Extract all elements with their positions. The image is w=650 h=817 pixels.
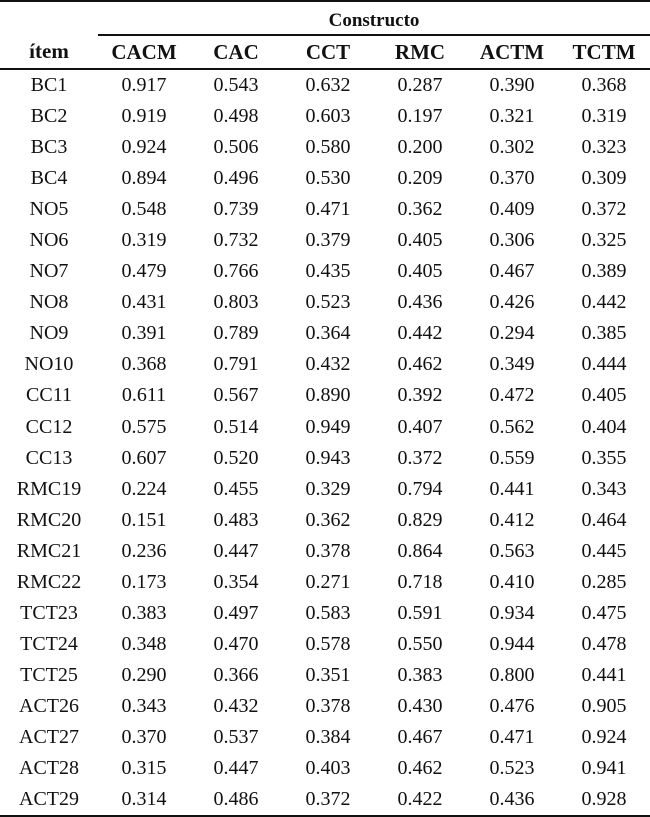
table-cell: 0.607 <box>121 446 167 469</box>
table-head <box>0 2 650 69</box>
group-header: Constructo <box>98 2 650 35</box>
table-cell: 0.447 <box>213 539 259 562</box>
table-cell: 0.197 <box>397 105 443 128</box>
table-cell: 0.209 <box>397 167 443 190</box>
table-cell: 0.924 <box>121 136 167 159</box>
row-item-label: NO8 <box>29 291 69 314</box>
table-cell: 0.829 <box>397 508 443 531</box>
table-cell: 0.789 <box>213 322 259 345</box>
table-cell: 0.479 <box>121 260 167 283</box>
table-cell: 0.949 <box>305 415 351 438</box>
table-row <box>0 225 650 256</box>
row-item-label: RMC19 <box>16 477 82 500</box>
table-row <box>0 132 650 163</box>
table-cell: 0.355 <box>581 446 627 469</box>
row-item-label: RMC21 <box>16 539 82 562</box>
table-cell: 0.578 <box>305 632 351 655</box>
table-cell: 0.430 <box>397 694 443 717</box>
row-item-label: ACT29 <box>0 784 98 816</box>
table-cell: 0.548 <box>121 198 167 221</box>
table-row <box>0 412 650 443</box>
table-cell: 0.321 <box>489 105 535 128</box>
table-cell: 0.471 <box>305 198 351 221</box>
row-item-label: TCT24 <box>20 632 78 655</box>
table-cell: 0.323 <box>581 136 627 159</box>
table-row <box>0 69 650 101</box>
table-cell: 0.354 <box>213 570 259 593</box>
table-cell: 0.514 <box>213 415 259 438</box>
row-item-label: TCT23 <box>20 601 78 624</box>
table-cell: 0.718 <box>397 570 443 593</box>
table-cell: 0.422 <box>374 784 466 816</box>
table-cell: 0.791 <box>213 353 259 376</box>
table-cell: 0.379 <box>305 229 351 252</box>
table-cell: 0.319 <box>121 229 167 252</box>
row-item-label: NO9 <box>29 322 69 345</box>
table-cell: 0.372 <box>581 198 627 221</box>
table-cell: 0.475 <box>581 601 627 624</box>
group-header-row <box>0 2 650 35</box>
table-cell: 0.362 <box>397 198 443 221</box>
table-cell: 0.919 <box>121 105 167 128</box>
table-row <box>0 536 650 567</box>
row-item-label: BC1 <box>30 74 68 97</box>
column-header-cacm: CACM <box>98 35 190 69</box>
table-cell: 0.455 <box>213 477 259 500</box>
table-cell: 0.537 <box>213 726 259 748</box>
table-cell: 0.392 <box>397 384 443 407</box>
table-cell: 0.372 <box>282 784 374 816</box>
table-cell: 0.523 <box>305 291 351 314</box>
table-cell: 0.351 <box>305 663 351 686</box>
table-row <box>0 380 650 411</box>
table-cell: 0.550 <box>397 632 443 655</box>
table-cell: 0.478 <box>581 632 627 655</box>
table-cell: 0.483 <box>213 508 259 531</box>
table-cell: 0.431 <box>121 291 167 314</box>
table-cell: 0.890 <box>305 384 351 407</box>
cross-loadings-table <box>0 2 650 817</box>
table-cell: 0.384 <box>305 726 351 748</box>
table-cell: 0.290 <box>121 663 167 686</box>
row-item-label: TCT25 <box>20 663 78 686</box>
table-cell: 0.800 <box>489 663 535 686</box>
table-cell: 0.520 <box>213 446 259 469</box>
table-cell: 0.362 <box>305 508 351 531</box>
table-cell: 0.309 <box>581 167 627 190</box>
table-cell: 0.390 <box>489 74 535 97</box>
table-cell: 0.441 <box>489 477 535 500</box>
column-header-tctm: TCTM <box>558 35 650 69</box>
table-cell: 0.486 <box>190 784 282 816</box>
row-item-label: BC2 <box>30 105 68 128</box>
table-cell: 0.436 <box>397 291 443 314</box>
table-cell: 0.442 <box>397 322 443 345</box>
table-cell: 0.563 <box>489 539 535 562</box>
row-item-label: ACT28 <box>19 757 79 780</box>
table-cell: 0.432 <box>305 353 351 376</box>
table-cell: 0.632 <box>305 74 351 97</box>
column-header-cct: CCT <box>282 35 374 69</box>
row-item-label: CC11 <box>26 384 72 407</box>
row-item-label: CC12 <box>25 415 73 438</box>
table-cell: 0.173 <box>121 570 167 593</box>
table-cell: 0.224 <box>121 477 167 500</box>
table-body <box>0 69 650 816</box>
table-cell: 0.349 <box>489 353 535 376</box>
row-item-label: NO10 <box>24 353 74 376</box>
table-cell: 0.435 <box>305 260 351 283</box>
table-cell: 0.934 <box>489 601 535 624</box>
table-cell: 0.467 <box>489 260 535 283</box>
table-cell: 0.409 <box>489 198 535 221</box>
table-cell: 0.442 <box>581 291 627 314</box>
table-row <box>0 318 650 349</box>
table-row <box>0 598 650 629</box>
table-cell: 0.476 <box>489 694 535 717</box>
table-cell: 0.385 <box>581 322 627 345</box>
table-cell: 0.378 <box>305 694 351 717</box>
table-cell: 0.405 <box>397 260 443 283</box>
table-cell: 0.794 <box>397 477 443 500</box>
table-cell: 0.404 <box>581 415 627 438</box>
table-cell: 0.559 <box>489 446 535 469</box>
table-cell: 0.732 <box>213 229 259 252</box>
table-cell: 0.348 <box>121 632 167 655</box>
column-header-actm: ACTM <box>466 35 558 69</box>
table-row <box>0 505 650 536</box>
table-cell: 0.580 <box>305 136 351 159</box>
table-cell: 0.319 <box>581 105 627 128</box>
table-cell: 0.368 <box>581 74 627 97</box>
table-cell: 0.471 <box>489 726 535 748</box>
table-cell: 0.611 <box>121 384 167 407</box>
table-cell: 0.368 <box>121 353 167 376</box>
row-item-label: CC13 <box>25 446 73 469</box>
table-cell: 0.803 <box>213 291 259 314</box>
table-cell: 0.530 <box>305 167 351 190</box>
table-cell: 0.314 <box>98 784 190 816</box>
table-cell: 0.343 <box>581 477 627 500</box>
table-cell: 0.739 <box>213 198 259 221</box>
table-cell: 0.405 <box>581 384 627 407</box>
table-cell: 0.151 <box>121 508 167 531</box>
table-cell: 0.389 <box>581 260 627 283</box>
table-row <box>0 287 650 318</box>
table-cell: 0.894 <box>121 167 167 190</box>
table-cell: 0.426 <box>489 291 535 314</box>
table-row <box>0 784 650 816</box>
table-cell: 0.445 <box>581 539 627 562</box>
table-cell: 0.575 <box>121 415 167 438</box>
table-cell: 0.497 <box>213 601 259 624</box>
table-cell: 0.370 <box>489 167 535 190</box>
table-cell: 0.567 <box>213 384 259 407</box>
table-cell: 0.410 <box>489 570 535 593</box>
table-cell: 0.285 <box>581 570 627 593</box>
column-header-row <box>0 35 650 69</box>
table-cell: 0.506 <box>213 136 259 159</box>
column-header-cac: CAC <box>190 35 282 69</box>
table-cell: 0.236 <box>121 539 167 562</box>
table-row <box>0 660 650 691</box>
table-cell: 0.583 <box>305 601 351 624</box>
table-cell: 0.383 <box>397 663 443 686</box>
table-cell: 0.378 <box>305 539 351 562</box>
table-cell: 0.294 <box>489 322 535 345</box>
table-cell: 0.329 <box>305 477 351 500</box>
table-cell: 0.523 <box>489 757 535 780</box>
row-item-label: BC3 <box>30 136 68 159</box>
table-cell: 0.928 <box>558 784 650 816</box>
table-row <box>0 629 650 660</box>
table-cell: 0.462 <box>397 757 443 780</box>
table-row <box>0 101 650 132</box>
table-cell: 0.315 <box>121 757 167 780</box>
table-row <box>0 163 650 194</box>
table-cell: 0.496 <box>213 167 259 190</box>
table-cell: 0.562 <box>489 415 535 438</box>
table-cell: 0.864 <box>397 539 443 562</box>
table-cell: 0.943 <box>305 446 351 469</box>
table-cell: 0.412 <box>489 508 535 531</box>
table-cell: 0.383 <box>121 601 167 624</box>
row-item-label: NO6 <box>29 229 69 252</box>
table-cell: 0.924 <box>581 726 627 748</box>
table-cell: 0.271 <box>305 570 351 593</box>
table-cell: 0.470 <box>213 632 259 655</box>
row-item-label: RMC22 <box>16 570 82 593</box>
table-cell: 0.432 <box>213 694 259 717</box>
table-cell: 0.200 <box>397 136 443 159</box>
table-cell: 0.543 <box>213 74 259 97</box>
table-cell: 0.343 <box>121 694 167 717</box>
table-cell: 0.591 <box>397 601 443 624</box>
table-cell: 0.462 <box>397 353 443 376</box>
table-cell: 0.441 <box>581 663 627 686</box>
table-cell: 0.467 <box>397 726 443 748</box>
table-cell: 0.472 <box>489 384 535 407</box>
row-item-label: RMC20 <box>16 508 82 531</box>
table-row <box>0 753 650 784</box>
group-header-spacer <box>0 2 98 35</box>
table-cell: 0.403 <box>305 757 351 780</box>
table-cell: 0.944 <box>489 632 535 655</box>
column-header-rmc: RMC <box>374 35 466 69</box>
table-cell: 0.407 <box>397 415 443 438</box>
table-cell: 0.603 <box>305 105 351 128</box>
table-cell: 0.372 <box>397 446 443 469</box>
table-row <box>0 194 650 225</box>
table-row <box>0 443 650 474</box>
table-row <box>0 567 650 598</box>
table-cell: 0.464 <box>581 508 627 531</box>
row-item-label: ACT26 <box>19 694 79 717</box>
table-row <box>0 256 650 287</box>
row-item-label: ACT27 <box>19 726 79 748</box>
table-row <box>0 722 650 753</box>
table-row <box>0 691 650 722</box>
table-cell: 0.287 <box>397 74 443 97</box>
table-cell: 0.444 <box>581 353 627 376</box>
item-column-header: ítem <box>0 35 98 69</box>
table-cell: 0.364 <box>305 322 351 345</box>
table-cell: 0.917 <box>121 74 167 97</box>
table-cell: 0.447 <box>213 757 259 780</box>
table-cell: 0.905 <box>581 694 627 717</box>
table-cell: 0.941 <box>581 757 627 780</box>
table-cell: 0.366 <box>213 663 259 686</box>
table-cell: 0.325 <box>581 229 627 252</box>
row-item-label: NO7 <box>29 260 69 283</box>
table-cell: 0.436 <box>466 784 558 816</box>
table-cell: 0.405 <box>397 229 443 252</box>
table-cell: 0.306 <box>489 229 535 252</box>
table-row <box>0 349 650 380</box>
table-cell: 0.498 <box>213 105 259 128</box>
row-item-label: NO5 <box>29 198 69 221</box>
table-cell: 0.391 <box>121 322 167 345</box>
table-cell: 0.766 <box>213 260 259 283</box>
table-cell: 0.302 <box>489 136 535 159</box>
row-item-label: BC4 <box>30 167 68 190</box>
table-row <box>0 474 650 505</box>
table-cell: 0.370 <box>121 726 167 748</box>
